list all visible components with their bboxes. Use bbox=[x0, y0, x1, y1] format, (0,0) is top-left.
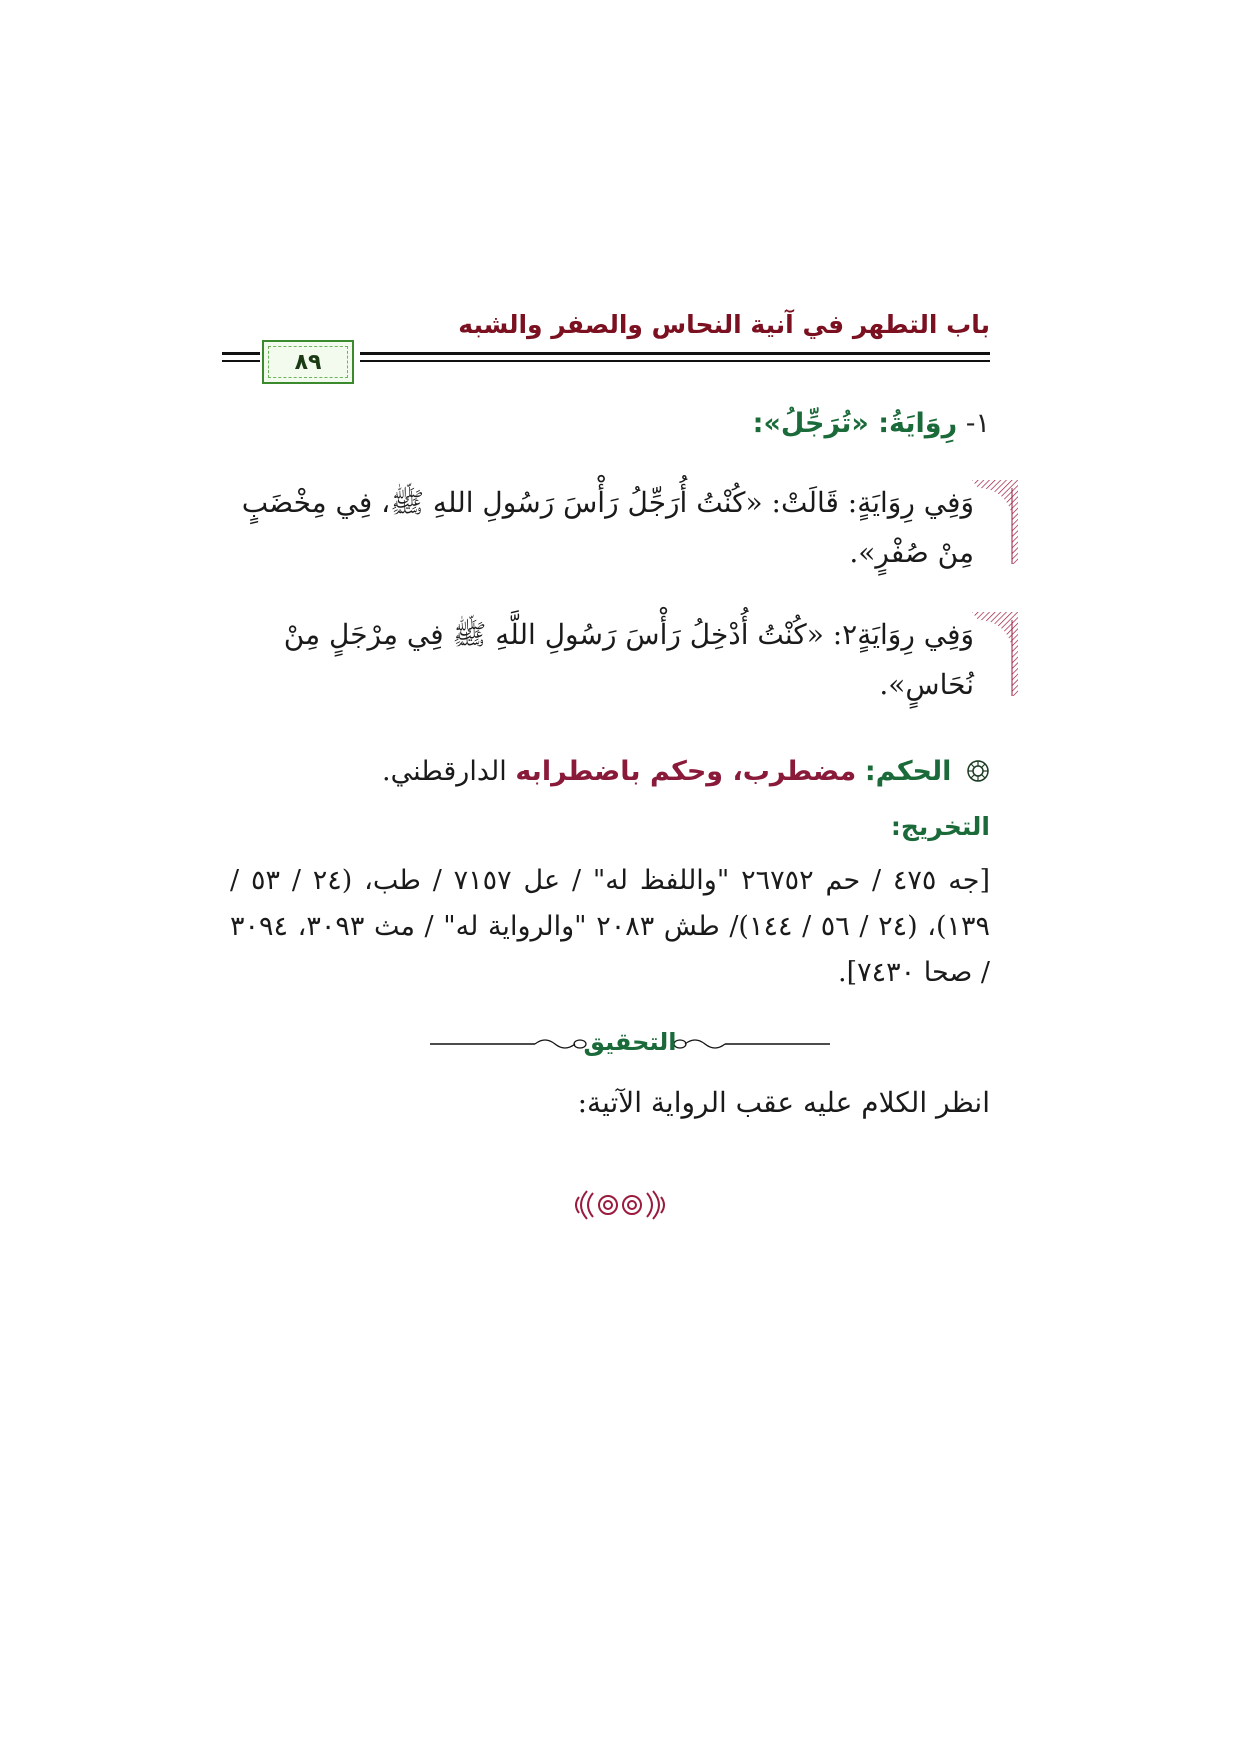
takhrij-text: [جه ٤٧٥ / حم ٢٦٧٥٢ "واللفظ له" / عل ٧١٥٧ / طب، (٢٤ / ٥٣ / ١٣٩)، (٢٤ / ٥٦ / ١٤٤)/ طش ٢٠٨٣ "والرواية له" / مث ٣٠٩٣، ٣٠٩٤ / صحا ٧٤٣٠]. bbox=[230, 865, 991, 988]
page-number: ٨٩ bbox=[294, 349, 322, 375]
takhrij-heading: التخريج: bbox=[890, 812, 990, 841]
rosette-icon bbox=[966, 759, 990, 783]
corner-ornament-icon bbox=[972, 612, 1018, 696]
header-rule-left-bottom bbox=[222, 360, 260, 362]
page-number-frame bbox=[262, 340, 354, 384]
item-label: رِوَايَةُ: «تُرَجِّلُ»: bbox=[752, 408, 958, 439]
tahqiq-heading: التحقيق bbox=[583, 1028, 677, 1056]
item-heading bbox=[753, 408, 990, 439]
tahqiq-text: انظر الكلام عليه عقب الرواية الآتية: bbox=[577, 1086, 990, 1119]
end-ornament-icon bbox=[563, 1185, 677, 1225]
header-rule-right-top bbox=[360, 352, 990, 355]
hukm-line bbox=[382, 756, 990, 787]
corner-ornament-icon bbox=[972, 480, 1018, 564]
chapter-title: باب التطهر في آنية النحاس والصفر والشبه bbox=[458, 310, 990, 339]
hukm-label: الحكم: bbox=[864, 756, 952, 787]
tahqiq-divider bbox=[430, 1024, 830, 1064]
riwaya-text: وَفِي رِوَايَةٍ: قَالَتْ: «كُنْتُ أُرَجِّلُ رَأْسَ رَسُولِ اللهِ ﷺ، فِي مِخْضَبٍ مِنْ صُفْرٍ». bbox=[232, 486, 974, 569]
hukm-rest: الدارقطني. bbox=[381, 756, 507, 787]
riwaya-text: وَفِي رِوَايَةٍ٢: «كُنْتُ أُدْخِلُ رَأْسَ رَسُولِ اللَّهِ ﷺ فِي مِرْجَلٍ مِنْ نُحَاسٍ». bbox=[274, 618, 974, 701]
riwaya-block bbox=[224, 478, 990, 578]
header-rule-right-bottom bbox=[360, 360, 990, 362]
header-rule-left-top bbox=[222, 352, 260, 355]
item-number: ١- bbox=[965, 408, 990, 439]
riwaya-block bbox=[224, 610, 990, 710]
hukm-value: مضطرب، وحكم باضطرابه bbox=[515, 756, 857, 787]
